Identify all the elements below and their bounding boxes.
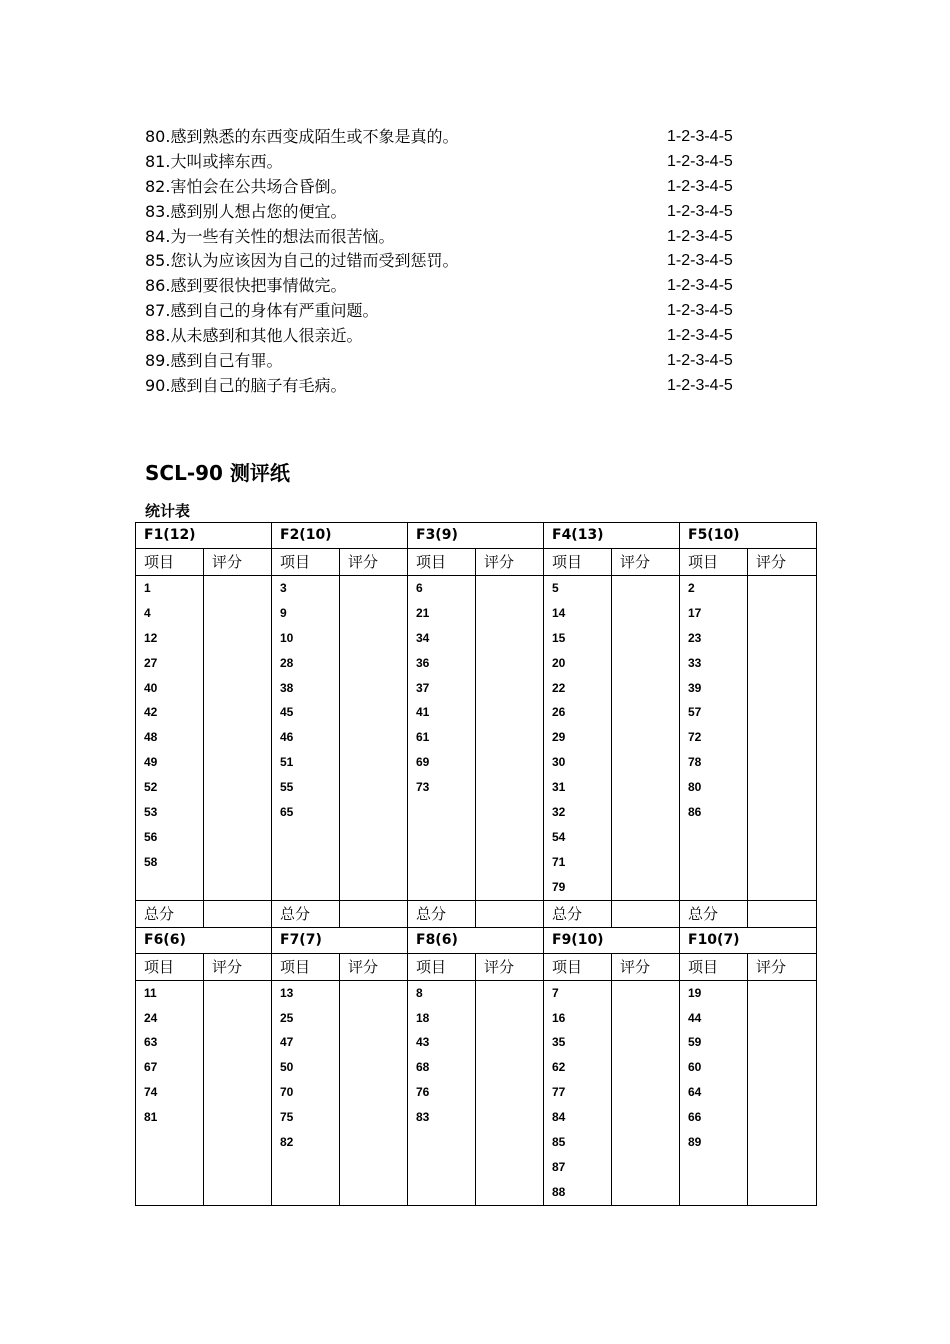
item-number: 89 [688, 1135, 702, 1150]
score-column-header: 评分 [204, 953, 272, 980]
item-number: 4 [144, 605, 151, 620]
question-row [145, 324, 765, 349]
total-label: 总分 [544, 900, 612, 927]
factor-header-row [136, 927, 817, 953]
items-row [136, 576, 817, 901]
item-number: 22 [552, 680, 566, 695]
item-number-list [136, 980, 204, 1205]
item-number: 13 [280, 985, 294, 1000]
item-number: 10 [280, 630, 294, 645]
item-number: 56 [144, 829, 158, 844]
item-number: 32 [552, 805, 566, 820]
rating-scale: 1-2-3-4-5 [667, 177, 733, 195]
factor-name: F2(10) [272, 523, 408, 549]
rating-scale: 1-2-3-4-5 [667, 252, 733, 270]
total-score-cell [476, 900, 544, 927]
total-label: 总分 [136, 900, 204, 927]
item-number-list [272, 576, 340, 901]
item-number: 86 [688, 805, 702, 820]
item-number: 62 [552, 1060, 566, 1075]
item-number: 74 [144, 1085, 158, 1100]
score-cell [476, 980, 544, 1205]
score-cell [204, 980, 272, 1205]
score-column-header: 评分 [340, 549, 408, 576]
item-number: 47 [280, 1035, 294, 1050]
item-number: 61 [416, 730, 430, 745]
rating-scale: 1-2-3-4-5 [667, 302, 733, 320]
factor-name: F7(7) [272, 927, 408, 953]
item-number: 42 [144, 705, 158, 720]
score-column-header: 评分 [748, 953, 817, 980]
item-number: 40 [144, 680, 158, 695]
total-score-cell [204, 900, 272, 927]
rating-scale: 1-2-3-4-5 [667, 277, 733, 295]
item-number: 44 [688, 1010, 702, 1025]
item-number: 28 [280, 655, 294, 670]
item-number: 77 [552, 1085, 566, 1100]
item-number: 69 [416, 755, 430, 770]
item-number: 33 [688, 655, 702, 670]
factor-name: F8(6) [408, 927, 544, 953]
total-score-cell [340, 900, 408, 927]
question-row [145, 274, 765, 299]
item-number: 5 [552, 581, 559, 595]
factor-name: F5(10) [680, 523, 817, 549]
rating-scale: 1-2-3-4-5 [667, 128, 733, 145]
item-number-list [136, 576, 204, 901]
question-text: 80.感到熟悉的东西变成陌生或不象是真的。 [145, 127, 459, 146]
item-number: 67 [144, 1060, 158, 1075]
item-column-header: 项目 [272, 549, 340, 576]
item-number: 75 [280, 1110, 294, 1125]
item-column-header: 项目 [272, 953, 340, 980]
factor-name: F4(13) [544, 523, 680, 549]
item-number: 60 [688, 1060, 702, 1075]
factor-header-row [136, 523, 817, 549]
item-number: 54 [552, 829, 566, 844]
item-number: 85 [552, 1135, 566, 1150]
item-number: 58 [144, 854, 158, 869]
score-cell [476, 576, 544, 901]
question-row [145, 299, 765, 324]
item-number: 79 [552, 879, 566, 894]
item-number: 41 [416, 705, 430, 720]
item-number: 15 [552, 630, 566, 645]
question-text: 89.感到自己有罪。 [145, 351, 283, 371]
total-score-cell [748, 900, 817, 927]
question-row [145, 225, 765, 250]
item-number: 68 [416, 1060, 430, 1075]
item-number: 3 [280, 581, 287, 595]
score-column-header: 评分 [612, 549, 680, 576]
item-number: 9 [280, 605, 287, 620]
item-number: 73 [416, 780, 430, 795]
factor-name: F1(12) [136, 523, 272, 549]
item-number: 39 [688, 680, 702, 695]
item-number: 52 [144, 780, 158, 795]
score-cell [204, 576, 272, 901]
question-text: 90.感到自己的脑子有毛病。 [145, 375, 347, 395]
item-number-list [408, 576, 476, 901]
score-cell [340, 576, 408, 901]
question-row [145, 150, 765, 175]
item-number: 88 [552, 1184, 566, 1199]
rating-scale: 1-2-3-4-5 [667, 352, 733, 370]
item-number: 80 [688, 780, 702, 795]
total-row [136, 900, 817, 927]
statistics-table [135, 522, 817, 1206]
item-number: 87 [552, 1159, 566, 1174]
score-cell [340, 980, 408, 1205]
rating-scale: 1-2-3-4-5 [667, 202, 733, 220]
item-number-list [544, 980, 612, 1205]
item-column-header: 项目 [544, 549, 612, 576]
question-row [145, 374, 765, 399]
item-number: 23 [688, 630, 702, 645]
item-number: 6 [416, 581, 423, 595]
item-number: 37 [416, 680, 430, 695]
item-number: 34 [416, 630, 430, 645]
item-number: 63 [144, 1035, 158, 1050]
item-number-list [680, 980, 748, 1205]
item-column-header: 项目 [408, 953, 476, 980]
score-column-header: 评分 [748, 549, 817, 576]
item-number: 84 [552, 1110, 566, 1125]
rating-scale: 1-2-3-4-5 [667, 327, 733, 345]
item-number: 53 [144, 805, 158, 820]
score-column-header: 评分 [340, 953, 408, 980]
question-row [145, 125, 765, 150]
item-number: 35 [552, 1035, 566, 1050]
total-label: 总分 [408, 900, 476, 927]
item-column-header: 项目 [680, 953, 748, 980]
question-text: 82.害怕会在公共场合昏倒。 [145, 176, 347, 196]
item-number: 78 [688, 755, 702, 770]
item-number: 76 [416, 1085, 430, 1100]
item-number: 18 [416, 1010, 430, 1025]
item-number: 64 [688, 1085, 702, 1100]
score-cell [748, 576, 817, 901]
rating-scale: 1-2-3-4-5 [667, 227, 733, 245]
items-row [136, 980, 817, 1205]
score-column-header: 评分 [476, 549, 544, 576]
factor-name: F6(6) [136, 927, 272, 953]
item-number: 46 [280, 730, 294, 745]
item-number: 66 [688, 1110, 702, 1125]
item-number: 48 [144, 730, 158, 745]
item-number: 12 [144, 630, 158, 645]
item-number-list [408, 980, 476, 1205]
score-cell [612, 980, 680, 1205]
question-row [145, 349, 765, 374]
item-number: 50 [280, 1060, 294, 1075]
item-number: 17 [688, 605, 702, 620]
rating-scale: 1-2-3-4-5 [667, 152, 733, 170]
question-list [145, 125, 765, 399]
item-number: 25 [280, 1010, 294, 1025]
item-number: 81 [144, 1110, 158, 1125]
item-number: 26 [552, 705, 566, 720]
question-text: 83.感到别人想占您的便宜。 [145, 201, 347, 221]
item-number: 59 [688, 1035, 702, 1050]
table-caption: 统计表 [145, 502, 191, 520]
item-number: 49 [144, 755, 158, 770]
item-number: 36 [416, 655, 430, 670]
item-number: 21 [416, 605, 430, 620]
score-column-header: 评分 [204, 549, 272, 576]
item-number-list [272, 980, 340, 1205]
item-number: 38 [280, 680, 294, 695]
score-column-header: 评分 [612, 953, 680, 980]
score-cell [748, 980, 817, 1205]
column-header-row [136, 549, 817, 576]
item-number: 43 [416, 1035, 430, 1050]
factor-name: F10(7) [680, 927, 817, 953]
item-number: 70 [280, 1085, 294, 1100]
item-number-list [544, 576, 612, 901]
question-text: 81.大叫或摔东西。 [145, 151, 283, 171]
item-number: 7 [552, 985, 559, 1000]
item-number: 8 [416, 985, 423, 1000]
item-number: 45 [280, 705, 294, 720]
item-number: 31 [552, 780, 566, 795]
item-column-header: 项目 [408, 549, 476, 576]
total-label: 总分 [272, 900, 340, 927]
item-column-header: 项目 [136, 953, 204, 980]
item-number: 30 [552, 755, 566, 770]
page-title: SCL-90 测评纸 [145, 461, 290, 485]
item-number: 1 [144, 581, 151, 595]
item-number: 24 [144, 1010, 158, 1025]
question-text: 85.您认为应该因为自己的过错而受到惩罚。 [145, 251, 459, 271]
item-number: 55 [280, 780, 294, 795]
question-row [145, 200, 765, 225]
item-number: 82 [280, 1135, 294, 1150]
item-number: 29 [552, 730, 566, 745]
question-text: 86.感到要很快把事情做完。 [145, 276, 347, 296]
question-text: 88.从未感到和其他人很亲近。 [145, 326, 363, 346]
question-row [145, 249, 765, 274]
factor-name: F9(10) [544, 927, 680, 953]
item-number: 51 [280, 755, 294, 770]
total-score-cell [612, 900, 680, 927]
score-cell [612, 576, 680, 901]
item-number: 19 [688, 985, 702, 1000]
item-number: 65 [280, 805, 294, 820]
question-row [145, 175, 765, 200]
total-label: 总分 [680, 900, 748, 927]
item-number: 14 [552, 605, 566, 620]
item-number: 20 [552, 655, 566, 670]
item-number-list [680, 576, 748, 901]
rating-scale: 1-2-3-4-5 [667, 376, 733, 394]
factor-name: F3(9) [408, 523, 544, 549]
item-column-header: 项目 [544, 953, 612, 980]
score-column-header: 评分 [476, 953, 544, 980]
item-column-header: 项目 [136, 549, 204, 576]
item-number: 57 [688, 705, 702, 720]
item-column-header: 项目 [680, 549, 748, 576]
item-number: 83 [416, 1110, 430, 1125]
item-number: 2 [688, 581, 695, 595]
question-text: 84.为一些有关性的想法而很苦恼。 [145, 226, 395, 246]
question-text: 87.感到自己的身体有严重问题。 [145, 301, 379, 321]
column-header-row [136, 953, 817, 980]
item-number: 72 [688, 730, 702, 745]
item-number: 11 [144, 985, 157, 1000]
item-number: 27 [144, 655, 158, 670]
item-number: 16 [552, 1010, 566, 1025]
item-number: 71 [552, 854, 566, 869]
